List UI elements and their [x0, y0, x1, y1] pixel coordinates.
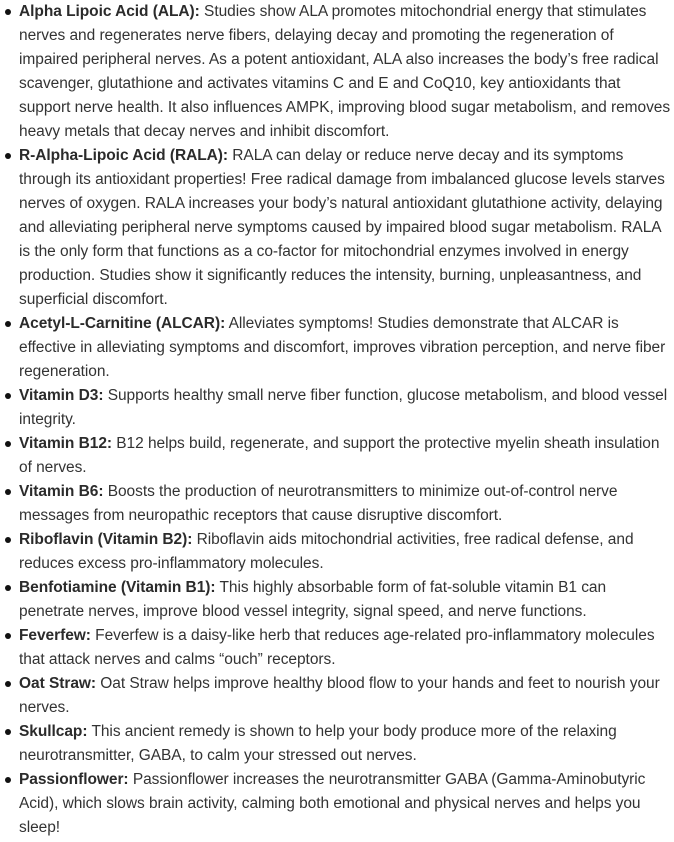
bullet-icon: [5, 777, 11, 783]
ingredient-name: Feverfew:: [19, 627, 91, 644]
ingredient-name: Vitamin B6:: [19, 483, 104, 500]
bullet-icon: [5, 393, 11, 399]
list-item-rala: [19, 144, 671, 312]
ingredient-name: Riboflavin (Vitamin B2):: [19, 531, 193, 548]
list-item-skullcap: [19, 720, 671, 768]
bullet-icon: [5, 321, 11, 327]
bullet-icon: [5, 681, 11, 687]
list-item-ala: [19, 0, 671, 144]
bullet-icon: [5, 9, 11, 15]
bullet-icon: [5, 441, 11, 447]
ingredient-name: Acetyl-L-Carnitine (ALCAR):: [19, 315, 226, 332]
ingredient-description: This ancient remedy is shown to help your body produce more of the relaxing neurotransmitter, GABA, to calm your stressed out nerves.: [19, 723, 617, 764]
list-item-oat-straw: [19, 672, 671, 720]
ingredient-description: Studies show ALA promotes mitochondrial energy that stimulates nerves and regenerates nerve fibers, delaying decay and promoting the regeneration of impaired peripheral nerves. As a potent antioxidant, ALA also increases the body’s free radical scavenger, glutathione and activates vitamins C and E and CoQ10, key antioxidants that support nerve health. It also influences AMPK, improving blood sugar metabolism, and removes heavy metals that decay nerves and inhibit discomfort.: [19, 3, 671, 140]
ingredient-name: Passionflower:: [19, 771, 129, 788]
list-item-vitamin-b12: [19, 432, 671, 480]
list-item-feverfew: [19, 624, 671, 672]
ingredient-name: Skullcap:: [19, 723, 88, 740]
list-item-vitamin-d3: [19, 384, 671, 432]
list-item-benfotiamine: [19, 576, 671, 624]
bullet-icon: [5, 633, 11, 639]
ingredient-name: Vitamin B12:: [19, 435, 113, 452]
list-item-riboflavin: [19, 528, 671, 576]
ingredient-name: Alpha Lipoic Acid (ALA):: [19, 3, 200, 20]
list-item-alcar: [19, 312, 671, 384]
ingredient-description: Feverfew is a daisy-like herb that reduces age-related pro-inflammatory molecules that attack nerves and calms “ouch” receptors.: [19, 627, 655, 668]
ingredient-description: B12 helps build, regenerate, and support the protective myelin sheath insulation of nerves.: [19, 435, 660, 476]
bullet-icon: [5, 153, 11, 159]
ingredient-description: Passionflower increases the neurotransmitter GABA (Gamma-Aminobutyric Acid), which slows brain activity, calming both emotional and physical nerves and helps you sleep!: [19, 771, 646, 836]
ingredient-name: Vitamin D3:: [19, 387, 104, 404]
bullet-icon: [5, 729, 11, 735]
bullet-icon: [5, 489, 11, 495]
ingredient-description: This highly absorbable form of fat-soluble vitamin B1 can penetrate nerves, improve blood vessel integrity, signal speed, and nerve functions.: [19, 579, 607, 620]
ingredient-name: R-Alpha-Lipoic Acid (RALA):: [19, 147, 229, 164]
list-item-vitamin-b6: [19, 480, 671, 528]
ingredient-name: Oat Straw:: [19, 675, 97, 692]
ingredient-description: Supports healthy small nerve fiber function, glucose metabolism, and blood vessel integrity.: [19, 387, 668, 428]
bullet-icon: [5, 537, 11, 543]
ingredient-description: Riboflavin aids mitochondrial activities, free radical defense, and reduces excess pro-inflammatory molecules.: [19, 531, 634, 572]
ingredient-description: Alleviates symptoms! Studies demonstrate that ALCAR is effective in alleviating symptoms and discomfort, improves vibration perception, and nerve fiber regeneration.: [19, 315, 666, 380]
bullet-icon: [5, 585, 11, 591]
ingredient-description: Oat Straw helps improve healthy blood flow to your hands and feet to nourish your nerves.: [19, 675, 660, 716]
ingredient-description: RALA can delay or reduce nerve decay and its symptoms through its antioxidant properties! Free radical damage from imbalanced glucose levels starves nerves of oxygen. RALA increases your body’s natural antioxidant glutathione activity, delaying and alleviating peripheral nerve symptoms caused by impaired blood sugar metabolism. RALA is the only form that functions as a co-factor for mitochondrial enzymes involved in energy production. Studies show it significantly reduces the intensity, burning, unpleasantness, and superficial discomfort.: [19, 147, 665, 308]
list-item-passionflower: [19, 768, 671, 840]
ingredient-name: Benfotiamine (Vitamin B1):: [19, 579, 216, 596]
ingredient-description: Boosts the production of neurotransmitters to minimize out-of-control nerve messages from neuropathic receptors that cause disruptive discomfort.: [19, 483, 618, 524]
